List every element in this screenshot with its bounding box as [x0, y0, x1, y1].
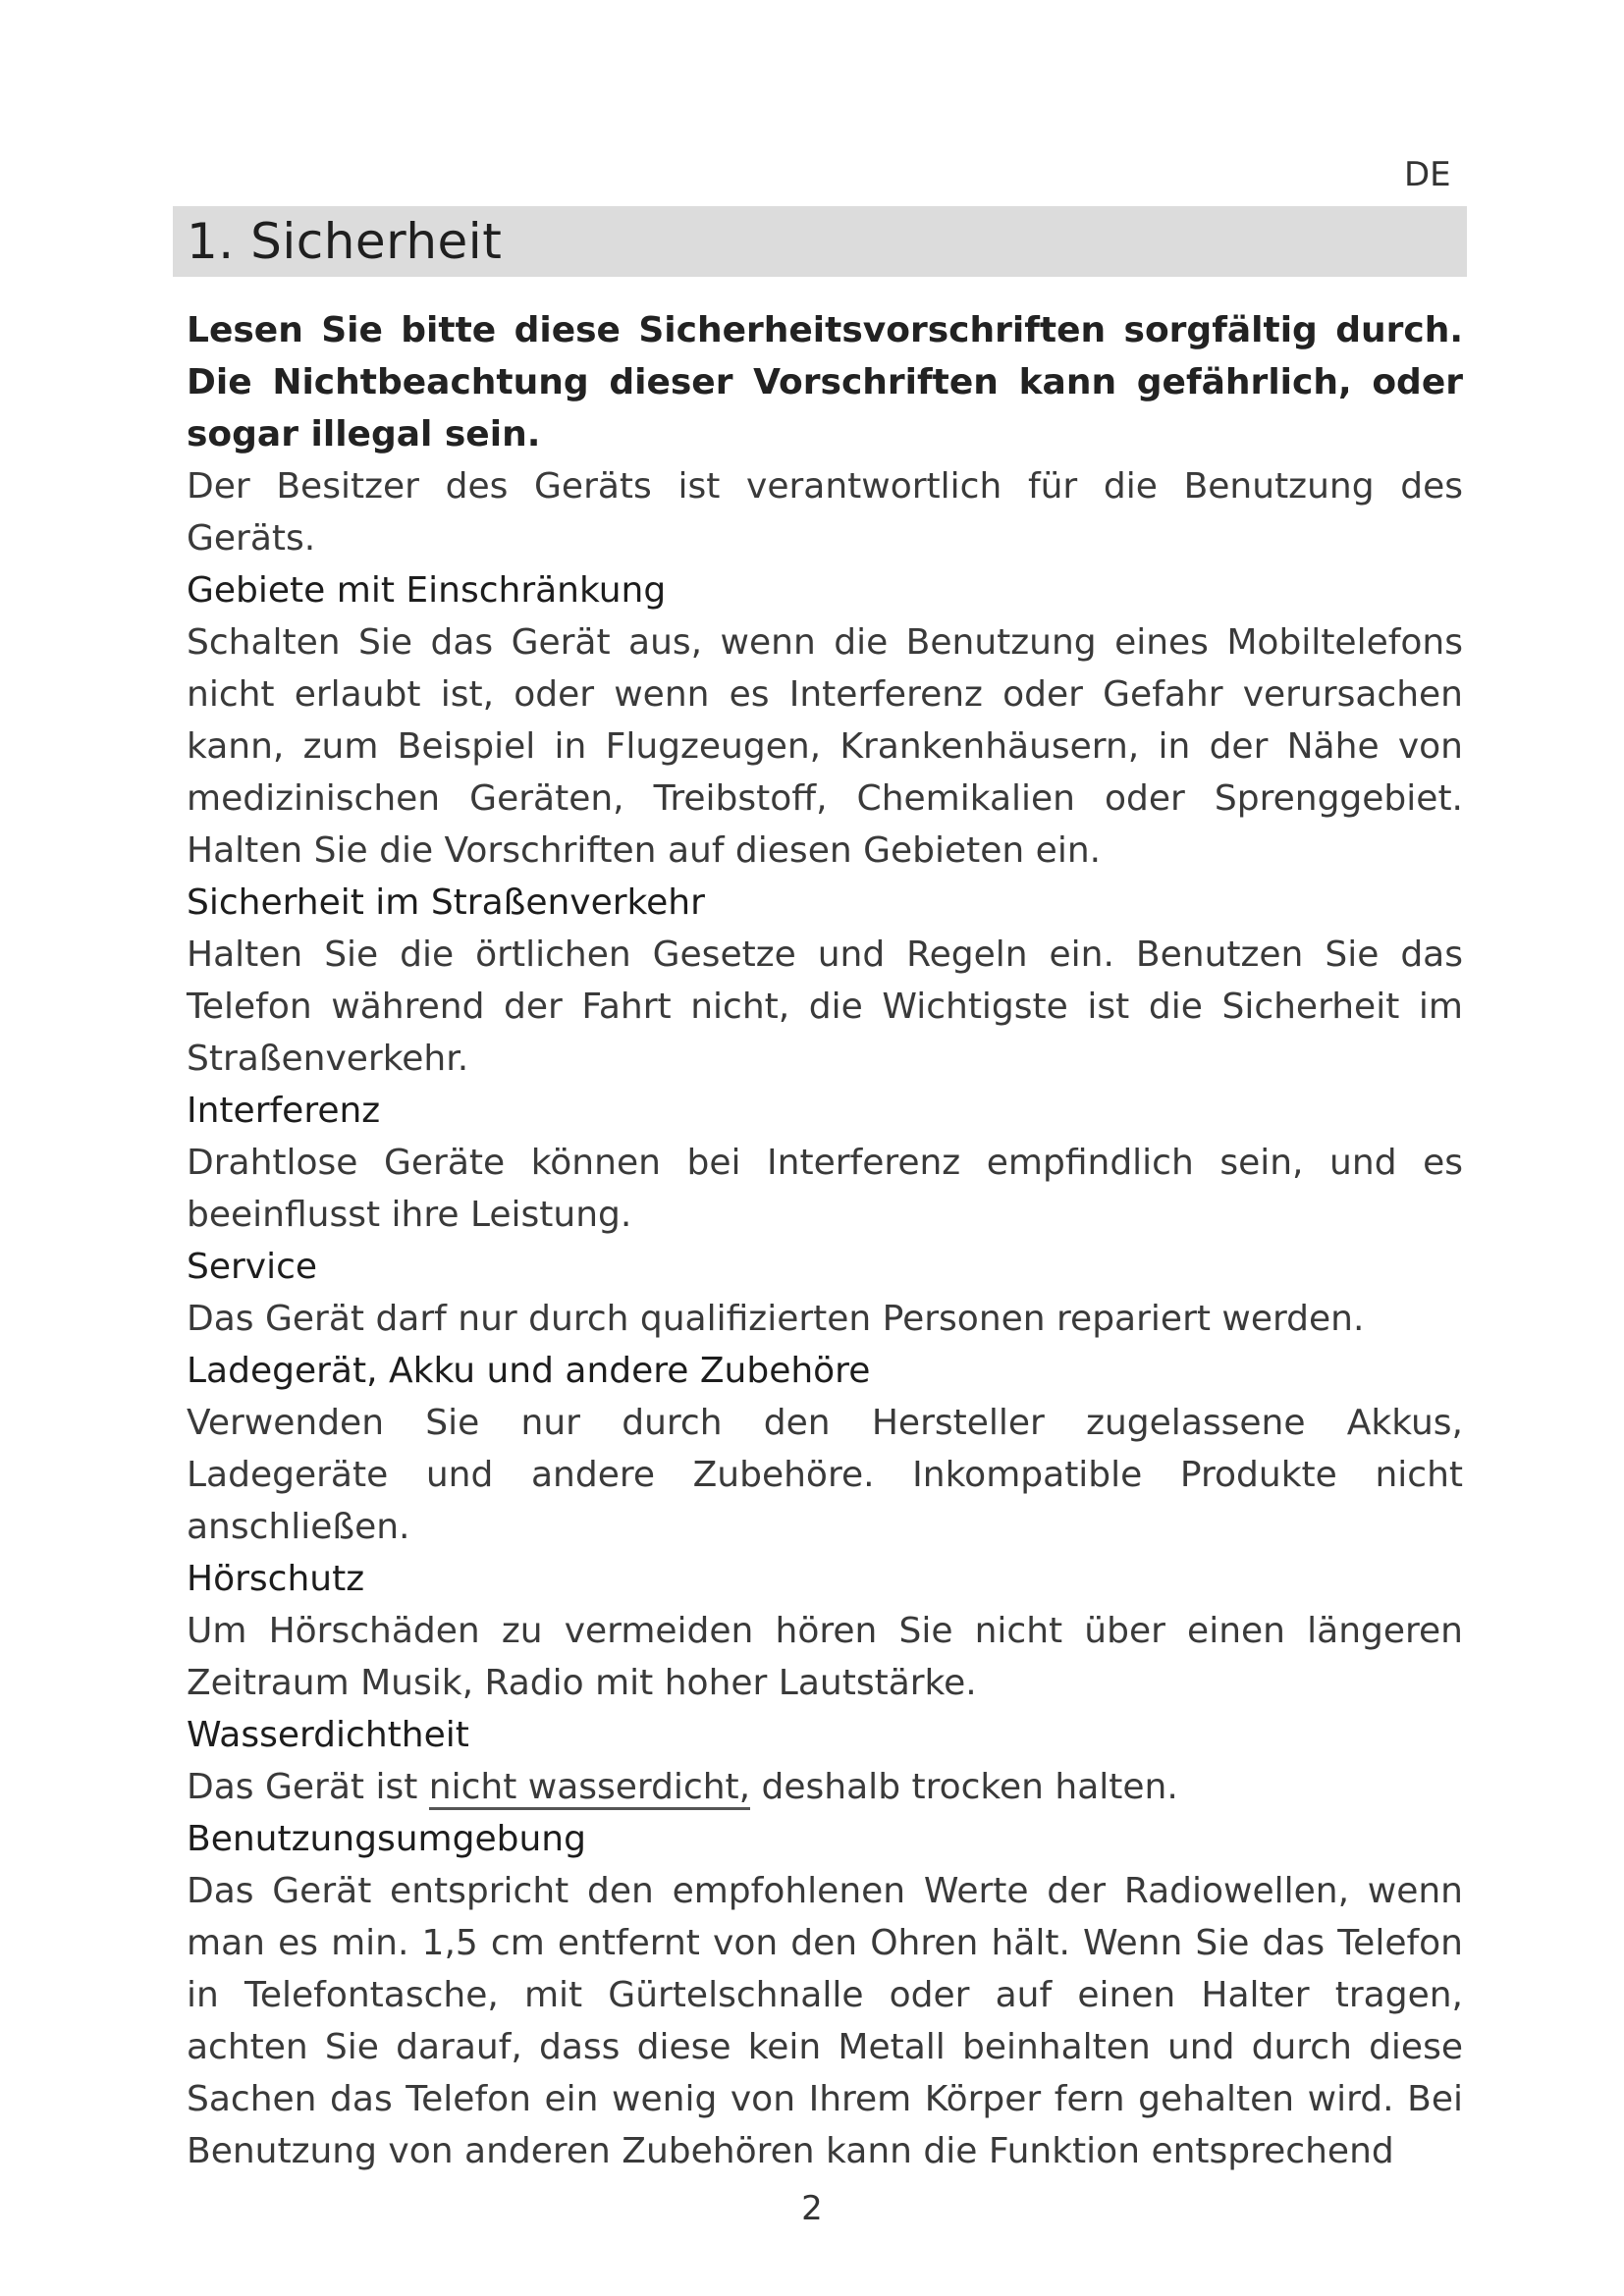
heading-service: Service [187, 1247, 318, 1287]
heading-hearing-protection: Hörschutz [187, 1559, 365, 1599]
page-content [187, 304, 1463, 2177]
text-service: Das Gerät darf nur durch qualifizierten Personen repariert werden. [187, 1299, 1365, 1339]
text-usage-environment: Das Gerät entspricht den empfohlenen Werte der Radiowellen, wenn man es min. 1,5 cm entfernt von den Ohren hält. Wenn Sie das Telefon in Telefontasche, mit Gürtelschnalle oder auf einen Halter tragen, achten Sie darauf, dass diese kein Metall beinhalten und durch diese Sachen das Telefon ein wenig von Ihrem Körper fern gehalten wird. Bei Benutzung von anderen Zubehören kann die Funktion entsprechend [187, 1871, 1463, 2171]
language-label: DE [1404, 155, 1451, 194]
heading-road-safety: Sicherheit im Straßenverkehr [187, 882, 705, 923]
heading-waterproofness: Wasserdichtheit [187, 1715, 469, 1755]
heading-interference: Interferenz [187, 1091, 381, 1131]
text-restricted-areas: Schalten Sie das Gerät aus, wenn die Benutzung eines Mobiltelefons nicht erlaubt ist, oder wenn es Interferenz oder Gefahr verursachen kann, zum Beispiel in Flugzeugen, Krankenhäusern, in der Nähe von medizinischen Geräten, Treibstoff, Chemikalien oder Sprenggebiet. Halten Sie die Vorschriften auf diesen Gebieten ein. [187, 622, 1463, 871]
text-road-safety: Halten Sie die örtlichen Gesetze und Regeln ein. Benutzen Sie das Telefon während der Fahrt nicht, die Wichtigste ist die Sicherheit im Straßenverkehr. [187, 934, 1463, 1079]
heading-usage-environment: Benutzungsumgebung [187, 1819, 586, 1859]
water-text-after: deshalb trocken halten. [750, 1767, 1178, 1807]
section-title-bar [173, 206, 1467, 277]
text-interference: Drahtlose Geräte können bei Interferenz empfindlich sein, und es beeinflusst ihre Leistung. [187, 1143, 1463, 1235]
intro-owner-text: Der Besitzer des Geräts ist verantwortlich für die Benutzung des Geräts. [187, 466, 1463, 559]
text-charger-accessories: Verwenden Sie nur durch den Hersteller zugelassene Akkus, Ladegeräte und andere Zubehöre. Inkompatible Produkte nicht anschließen. [187, 1403, 1463, 1547]
water-text-before: Das Gerät ist [187, 1767, 429, 1807]
section-title: 1. Sicherheit [187, 213, 503, 270]
text-waterproofness [187, 1761, 1463, 1813]
text-hearing-protection: Um Hörschäden zu vermeiden hören Sie nicht über einen längeren Zeitraum Musik, Radio mit hoher Lautstärke. [187, 1611, 1463, 1703]
intro-warning: Lesen Sie bitte diese Sicherheitsvorschriften sorgfältig durch. Die Nichtbeachtung dieser Vorschriften kann gefährlich, oder sogar illegal sein. [187, 310, 1463, 454]
heading-restricted-areas: Gebiete mit Einschränkung [187, 570, 667, 611]
page-number: 2 [801, 2189, 823, 2228]
water-text-underlined: nicht wasserdicht, [429, 1767, 750, 1810]
heading-charger-accessories: Ladegerät, Akku und andere Zubehöre [187, 1351, 871, 1391]
